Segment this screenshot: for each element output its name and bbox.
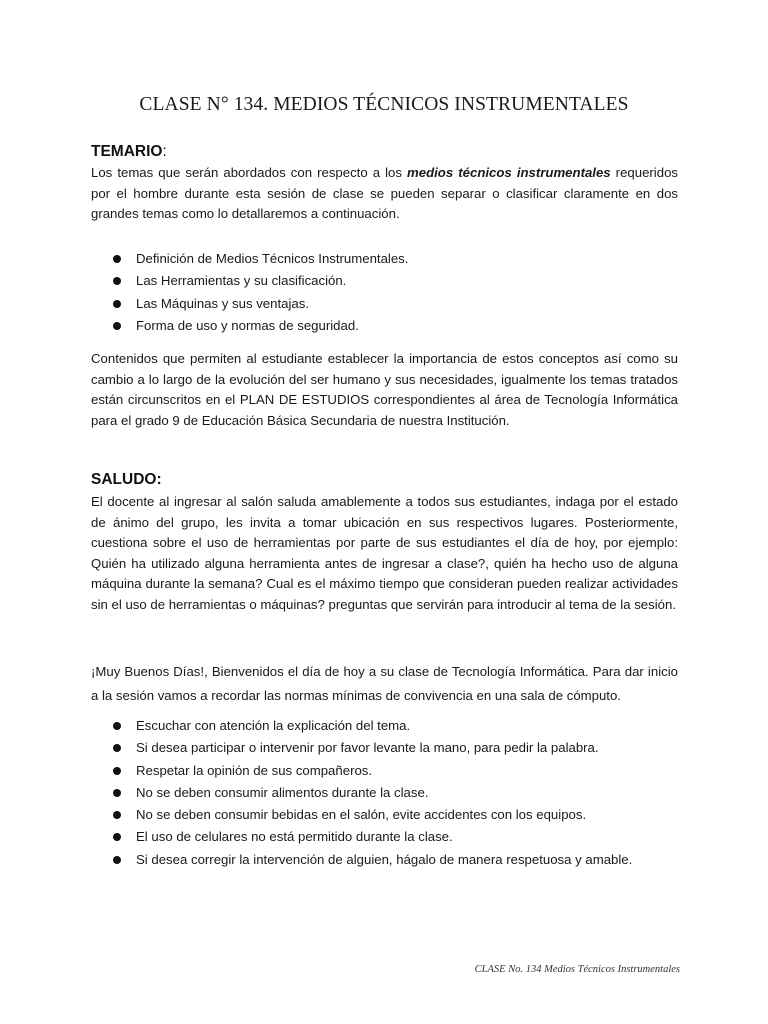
bullet-icon <box>113 744 121 752</box>
welcome-paragraph: ¡Muy Buenos Días!, Bienvenidos el día de hoy a su clase de Tecnología Informática. Para dar inicio a la sesión vamos a recordar las normas mínimas de convivencia en una sala de cómputo. <box>91 664 678 703</box>
bullet-icon <box>113 767 121 775</box>
bullet-icon <box>113 833 121 841</box>
list-item <box>91 270 681 292</box>
list-item-text: Forma de uso y normas de seguridad. <box>136 317 359 333</box>
list-item-text: No se deben consumir alimentos durante la clase. <box>136 784 429 800</box>
list-item <box>91 737 681 759</box>
temario-intro-emphasis: medios técnicos instrumentales <box>407 165 611 180</box>
bullet-icon <box>113 255 121 263</box>
list-item <box>91 293 681 315</box>
temario-heading <box>91 143 167 161</box>
temario-intro-before: Los temas que serán abordados con respecto a los <box>91 165 408 180</box>
list-item-text: Respetar la opinión de sus compañeros. <box>136 762 373 778</box>
bullet-icon <box>113 722 121 730</box>
bullet-icon <box>113 789 121 797</box>
contenidos-paragraph: Contenidos que permiten al estudiante establecer la importancia de estos conceptos así como su cambio a lo largo de la evolución del ser humano y sus necesidades, igualmente los temas tratados están circunscritos en el PLAN DE ESTUDIOS correspondientes al área de Tecnología Informática para el grado 9 de Educación Básica Secundaria de nuestra Institución. <box>91 351 678 428</box>
temario-heading-colon: : <box>162 143 167 160</box>
saludo-paragraph: El docente al ingresar al salón saluda amablemente a todos sus estudiantes, indaga por el estado de ánimo del grupo, les invita a tomar ubicación en sus respectivos lugares. Posteriormente, cuestiona sobre el uso de herramientas por parte de sus estudiantes el día de hoy, por ejemplo: Quién ha utilizado alguna herramienta antes de ingresar a clase?, quién ha hecho uso de alguna máquina durante la semana? Cual es el máximo tiempo que consideran pueden realizar actividades sin el uso de herramientas o máquinas? preguntas que servirán para introducir al tema de la sesión. <box>91 494 678 612</box>
temario-intro-after: requeridos por el hombre durante esta sesión de clase se pueden separar o clasificar claramente en dos grandes temas como lo detallaremos a continuación. <box>91 165 678 222</box>
list-item-text: No se deben consumir bebidas en el salón, evite accidentes con los equipos. <box>136 807 587 823</box>
rules-list <box>91 715 681 871</box>
list-item <box>91 715 681 737</box>
list-item <box>91 849 681 871</box>
temario-heading-text: TEMARIO <box>91 143 163 160</box>
list-item <box>91 248 681 270</box>
list-item <box>91 760 681 782</box>
bullet-icon <box>113 300 121 308</box>
list-item-text: Escuchar con atención la explicación del tema. <box>136 718 411 733</box>
bullet-icon <box>113 811 121 819</box>
bullet-icon <box>113 856 121 864</box>
bullet-icon <box>113 277 121 285</box>
list-item-text: Si desea corregir la intervención de alguien, hágalo de manera respetuosa y amable. <box>136 851 633 867</box>
list-item <box>91 826 681 848</box>
list-item-text: Definición de Medios Técnicos Instrumentales. <box>136 251 409 266</box>
list-item <box>91 315 681 337</box>
saludo-heading: SALUDO: <box>91 471 162 488</box>
temario-intro <box>91 163 678 225</box>
bullet-icon <box>113 322 121 330</box>
list-item <box>91 804 681 826</box>
list-item-text: El uso de celulares no está permitido durante la clase. <box>136 829 453 845</box>
page-footer: CLASE No. 134 Medios Técnicos Instrumentales <box>474 964 680 975</box>
list-item-text: Si desea participar o intervenir por favor levante la mano, para pedir la palabra. <box>136 740 599 756</box>
list-item-text: Las Herramientas y su clasificación. <box>136 273 347 289</box>
page-title: CLASE N° 134. MEDIOS TÉCNICOS INSTRUMENTALES <box>139 94 629 115</box>
temario-list <box>91 248 681 337</box>
list-item <box>91 782 681 804</box>
list-item-text: Las Máquinas y sus ventajas. <box>136 295 309 311</box>
